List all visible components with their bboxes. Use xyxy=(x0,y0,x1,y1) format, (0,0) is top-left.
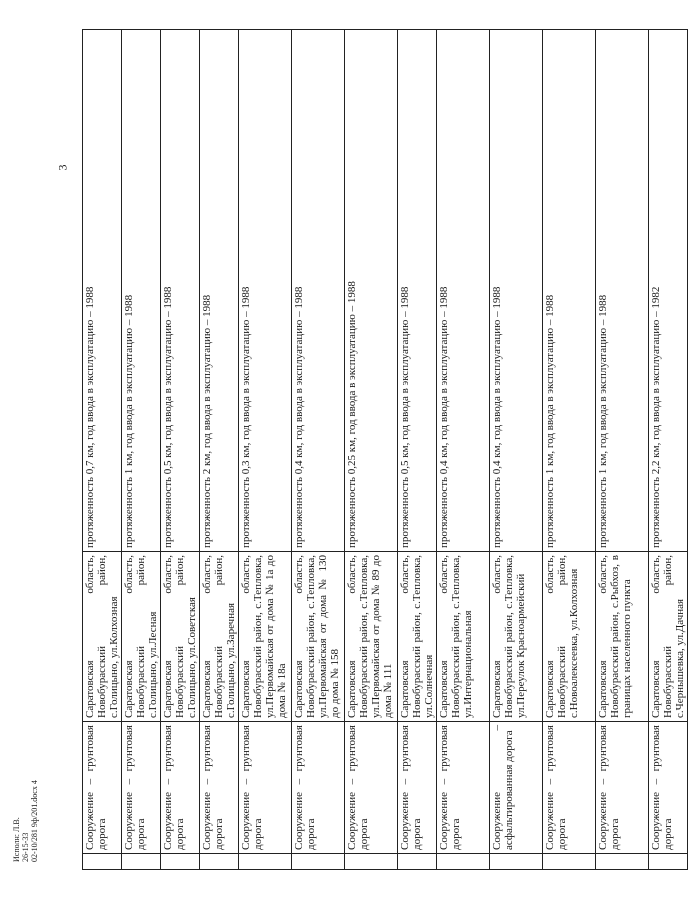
footer-line: Исполн: Л.В. xyxy=(12,817,21,862)
number-cell xyxy=(543,854,596,870)
table-row xyxy=(398,30,437,870)
object-name-cell: Сооружение – грунтовая дорога xyxy=(122,722,161,854)
address-cell: Саратовская область, Новобурасский район, с.Голицыно, ул.Заречная xyxy=(200,552,239,722)
details-cell: протяженность 1 км, год ввода в эксплуатацию – 1988 xyxy=(596,30,649,552)
table-row xyxy=(292,30,345,870)
address-cell: Саратовская область, Новобурасский район, с.Тепловка, ул.Первомайская от дома № 89 до дома № 111 xyxy=(345,552,398,722)
address-cell: Саратовская область, Новобурасский район, с.Чернышевка, ул.Дачная xyxy=(649,552,688,722)
table-row xyxy=(83,30,122,870)
details-cell: протяженность 0,7 км, год ввода в эксплуатацию – 1988 xyxy=(83,30,122,552)
table-row xyxy=(200,30,239,870)
table-row xyxy=(490,30,543,870)
object-name-cell: Сооружение – грунтовая дорога xyxy=(161,722,200,854)
page-number: 3 xyxy=(55,164,70,171)
number-cell xyxy=(122,854,161,870)
number-cell xyxy=(596,854,649,870)
table-row xyxy=(239,30,292,870)
address-cell: Саратовская область, Новобурасский район, с.Голицыно, ул.Лесная xyxy=(122,552,161,722)
number-cell xyxy=(490,854,543,870)
address-cell: Саратовская область, Новобурасский район, с.Голицыно, ул.Колхозная xyxy=(83,552,122,722)
table-row xyxy=(649,30,688,870)
object-name-cell: Сооружение – грунтовая дорога xyxy=(200,722,239,854)
object-name-cell: Сооружение – грунтовая дорога xyxy=(596,722,649,854)
object-name-cell: Сооружение – грунтовая дорога xyxy=(543,722,596,854)
address-cell: Саратовская область, Новобурасский район, с.Тепловка, ул.Солнечная xyxy=(398,552,437,722)
details-cell: протяженность 0,5 км, год ввода в эксплуатацию – 1988 xyxy=(161,30,200,552)
table-row xyxy=(437,30,490,870)
footer-line: 02-10/281 9ф/201.docx 4 xyxy=(30,780,39,862)
object-name-cell: Сооружение – грунтовая дорога xyxy=(398,722,437,854)
details-cell: протяженность 0,4 км, год ввода в эксплуатацию – 1988 xyxy=(292,30,345,552)
address-cell: Саратовская область, Новобурасский район, с.Тепловка, ул.Переулок Красноармейский xyxy=(490,552,543,722)
details-cell: протяженность 0,4 км, год ввода в эксплуатацию – 1988 xyxy=(490,30,543,552)
address-cell: Саратовская область, Новобурасский район, с.Тепловка, ул.Интернациональная xyxy=(437,552,490,722)
address-cell: Саратовская область, Новобурасский район, с.Новоалексеевка, ул.Колхозная xyxy=(543,552,596,722)
address-cell: Саратовская область, Новобурасский район, с.Тепловка, ул.Первомайская от дома № 130 до дома № 158 xyxy=(292,552,345,722)
details-cell: протяженность 0,5 км, год ввода в эксплуатацию – 1988 xyxy=(398,30,437,552)
number-cell xyxy=(649,854,688,870)
object-name-cell: Сооружение – грунтовая дорога xyxy=(83,722,122,854)
object-name-cell: Сооружение – грунтовая дорога xyxy=(239,722,292,854)
details-cell: протяженность 0,3 км, год ввода в эксплуатацию – 1988 xyxy=(239,30,292,552)
table-row xyxy=(345,30,398,870)
address-cell: Саратовская область, Новобурасский район, с.Рыбхоз, в границах населенного пункта xyxy=(596,552,649,722)
number-cell xyxy=(345,854,398,870)
object-name-cell: Сооружение – грунтовая дорога xyxy=(437,722,490,854)
property-table xyxy=(82,29,688,870)
object-name-cell: Сооружение – грунтовая дорога xyxy=(649,722,688,854)
number-cell xyxy=(239,854,292,870)
details-cell: протяженность 2 км, год ввода в эксплуатацию – 1988 xyxy=(200,30,239,552)
details-cell: протяженность 1 км, год ввода в эксплуатацию – 1988 xyxy=(543,30,596,552)
table-row xyxy=(161,30,200,870)
footer-line: 26-15-33 xyxy=(21,832,30,862)
address-cell: Саратовская область, Новобурасский район, с.Тепловка, ул.Первомайская от дома № 1а до дома № 18а xyxy=(239,552,292,722)
table-row xyxy=(543,30,596,870)
object-name-cell: Сооружение – грунтовая дорога xyxy=(292,722,345,854)
number-cell xyxy=(83,854,122,870)
number-cell xyxy=(200,854,239,870)
details-cell: протяженность 2,2 км, год ввода в эксплуатацию – 1982 xyxy=(649,30,688,552)
object-name-cell: Сооружение – асфальтированная дорога xyxy=(490,722,543,854)
rotated-table-wrapper xyxy=(82,30,686,870)
number-cell xyxy=(292,854,345,870)
footer-executor-info xyxy=(12,662,48,862)
details-cell: протяженность 1 км, год ввода в эксплуатацию – 1988 xyxy=(122,30,161,552)
object-name-cell: Сооружение – грунтовая дорога xyxy=(345,722,398,854)
number-cell xyxy=(398,854,437,870)
address-cell: Саратовская область, Новобурасский район, с.Голицыно, ул.Советская xyxy=(161,552,200,722)
table-row xyxy=(122,30,161,870)
table-row xyxy=(596,30,649,870)
details-cell: протяженность 0,4 км, год ввода в эксплуатацию – 1988 xyxy=(437,30,490,552)
details-cell: протяженность 0,25 км, год ввода в эксплуатацию – 1988 xyxy=(345,30,398,552)
number-cell xyxy=(161,854,200,870)
number-cell xyxy=(437,854,490,870)
